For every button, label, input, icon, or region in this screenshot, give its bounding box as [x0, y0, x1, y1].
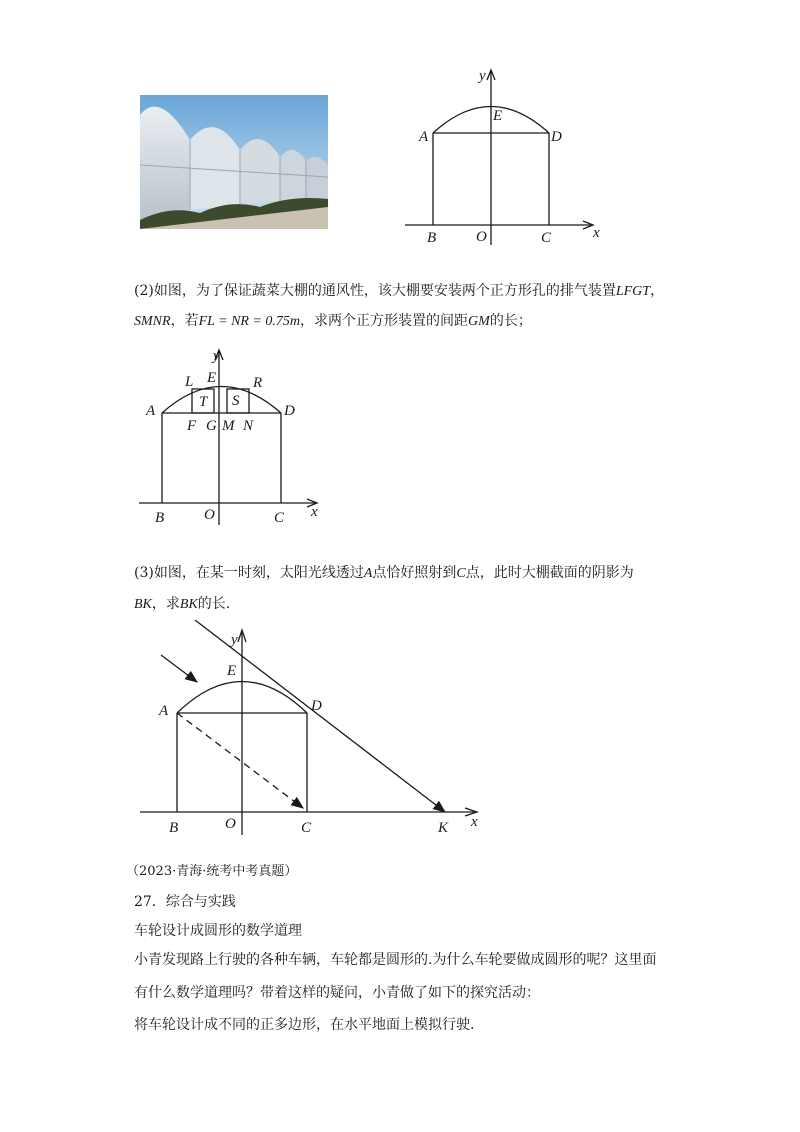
figure2-label-A: A — [146, 403, 156, 419]
q27-paragraph-line3: 将车轮设计成不同的正多边形，在水平地面上模拟行驶. — [134, 1017, 475, 1033]
figure1-label-C: C — [541, 230, 552, 246]
sunlight-line-dk — [195, 620, 445, 812]
figure2-label-y: y — [213, 348, 220, 364]
figure3-diagram — [135, 620, 495, 840]
figure3-label-A: A — [159, 703, 169, 719]
figure3-label-D: D — [311, 698, 322, 714]
q2-text: (2)如图，为了保证蔬菜大棚的通风性，该大棚要安装两个正方形孔的排气装置 — [134, 283, 616, 299]
q27-source: （2023·青海·统考中考真题） — [126, 864, 298, 879]
figure3-label-C: C — [301, 820, 312, 836]
figure2-label-N: N — [243, 418, 254, 434]
figure1-label-A: A — [419, 129, 429, 145]
q2-line1 — [134, 281, 664, 302]
figure2-label-R: R — [253, 375, 263, 391]
figure2-label-S: S — [232, 393, 240, 409]
figure2-label-D: D — [284, 403, 295, 419]
q3-math-bk: BK — [134, 597, 152, 612]
figure2-diagram — [135, 340, 335, 530]
figure3-label-K: K — [438, 820, 449, 836]
figure1-diagram — [395, 60, 615, 250]
dashed-line-ac — [177, 713, 303, 808]
q2-text: ，若 — [170, 313, 199, 329]
q3-text: 点恰好照射到 — [372, 565, 457, 581]
figure1-label-O: O — [476, 229, 487, 245]
figure3-label-O: O — [225, 816, 236, 832]
q2-text: ， — [650, 283, 665, 299]
q3-text: 点，此时大棚截面的阴影为 — [465, 565, 634, 581]
q3-text: (3)如图，在某一时刻，太阳光线透过 — [134, 565, 364, 581]
figure1-label-D: D — [551, 129, 562, 145]
q3-line1 — [134, 563, 634, 584]
figure2-label-M: M — [222, 418, 235, 434]
figure2-label-x: x — [311, 504, 318, 520]
q3-line2 — [134, 594, 230, 615]
figure2-label-E: E — [207, 370, 217, 386]
figure2-label-B: B — [155, 510, 165, 526]
q2-math-fl-nr: FL = NR = 0.75m — [198, 314, 301, 329]
q27-paragraph-line2: 有什么数学道理吗？带着这样的疑问，小青做了如下的探究活动： — [134, 985, 540, 1001]
q2-math-smnr: SMNR — [134, 314, 171, 329]
figure3-label-B: B — [169, 820, 179, 836]
q3-math-c: C — [456, 566, 466, 581]
q27-subtitle: 车轮设计成圆形的数学道理 — [134, 923, 302, 939]
figure1-label-y: y — [479, 68, 486, 84]
q3-math-a: A — [363, 566, 373, 581]
greenhouse-photo — [140, 95, 328, 229]
figure2-label-C: C — [274, 510, 285, 526]
figure2-label-F: F — [187, 418, 197, 434]
q3-math-bk: BK — [179, 597, 198, 612]
q3-text: ，求 — [151, 596, 180, 612]
q27-number-title: 27．综合与实践 — [134, 894, 236, 910]
figure2-label-L: L — [185, 374, 194, 390]
q2-math-gm: GM — [468, 314, 490, 329]
figure1-label-B: B — [427, 230, 437, 246]
figure3-label-x: x — [471, 814, 478, 830]
figure1-label-x: x — [593, 225, 600, 241]
q3-text: 的长. — [197, 596, 231, 612]
q27-paragraph-line1: 小青发现路上行驶的各种车辆，车轮都是圆形的.为什么车轮要做成圆形的呢？这里面 — [134, 952, 657, 968]
sunlight-arrow-a — [161, 655, 197, 682]
q2-text: 的长； — [489, 313, 532, 329]
figure2-label-G: G — [206, 418, 217, 434]
figure1-label-E: E — [493, 108, 503, 124]
q2-math-lfgt: LFGT — [615, 284, 651, 299]
q2-line2 — [134, 311, 532, 332]
q2-text: ，求两个正方形装置的间距 — [300, 313, 469, 329]
figure2-label-T: T — [199, 394, 208, 410]
figure3-label-y: y — [231, 632, 238, 648]
figure3-label-E: E — [227, 663, 237, 679]
figure2-label-O: O — [204, 507, 215, 523]
